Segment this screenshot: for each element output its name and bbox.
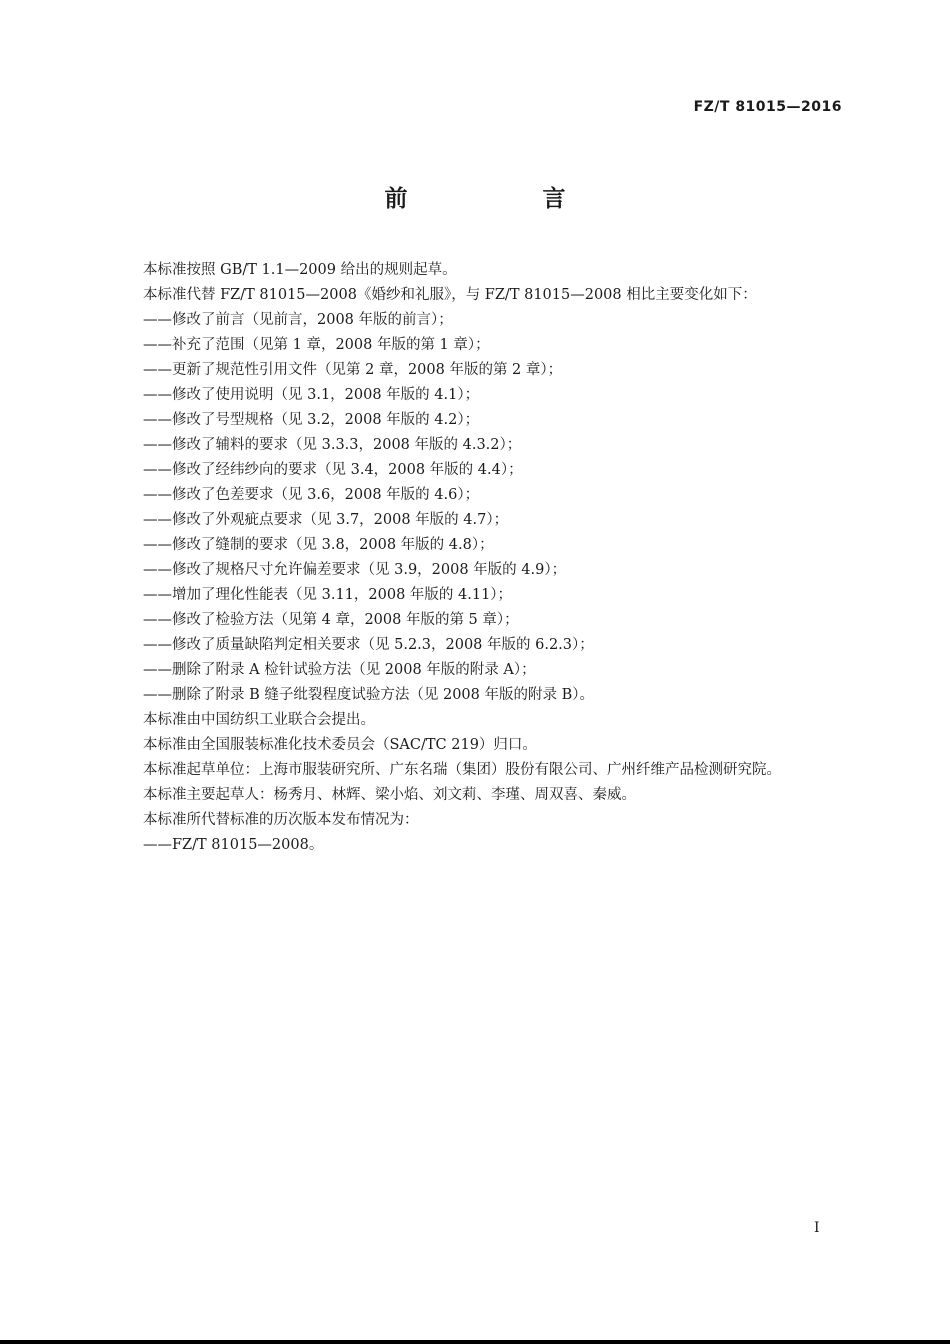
- change-list-item: ——修改了检验方法（见第 4 章，2008 年版的第 5 章）；: [143, 612, 519, 628]
- paragraph-line: 本标准代替 FZ/T 81015—2008《婚纱和礼服》，与 FZ/T 81015—2008 相比主要变化如下：: [143, 287, 757, 303]
- paragraph-line: 本标准所代替标准的历次版本发布情况为：: [143, 812, 419, 828]
- paragraph-line: 本标准按照 GB/T 1.1—2009 给出的规则起草。: [143, 262, 457, 278]
- standard-code: FZ/T 81015—2016: [693, 99, 842, 115]
- change-list-item: ——删除了附录 A 检针试验方法（见 2008 年版的附录 A）；: [143, 662, 536, 678]
- page-title: 前 言: [384, 186, 622, 212]
- change-list-item: ——修改了经纬纱向的要求（见 3.4，2008 年版的 4.4）；: [143, 462, 523, 478]
- change-list-item: ——增加了理化性能表（见 3.11，2008 年版的 4.11）；: [143, 587, 513, 603]
- change-list-item: ——修改了外观疵点要求（见 3.7，2008 年版的 4.7）；: [143, 512, 509, 528]
- change-list-item: ——FZ/T 81015—2008。: [143, 837, 324, 853]
- change-list-item: ——更新了规范性引用文件（见第 2 章，2008 年版的第 2 章）；: [143, 362, 563, 378]
- paragraph-line: 本标准由全国服装标准化技术委员会（SAC/TC 219）归口。: [143, 737, 537, 753]
- foreword-body: [143, 258, 863, 858]
- scan-border: [0, 1340, 950, 1344]
- change-list-item: ——删除了附录 B 缝子纰裂程度试验方法（见 2008 年版的附录 B）。: [143, 687, 595, 703]
- paragraph-line: 本标准起草单位：上海市服装研究所、广东名瑞（集团）股份有限公司、广州纤维产品检测研究院。: [143, 762, 781, 778]
- change-list-item: ——修改了缝制的要求（见 3.8，2008 年版的 4.8）；: [143, 537, 494, 553]
- change-list-item: ——修改了色差要求（见 3.6，2008 年版的 4.6）；: [143, 487, 480, 503]
- paragraph-line: 本标准由中国纺织工业联合会提出。: [143, 712, 375, 728]
- change-list-item: ——补充了范围（见第 1 章，2008 年版的第 1 章）；: [143, 337, 490, 353]
- change-list-item: ——修改了辅料的要求（见 3.3.3，2008 年版的 4.3.2）；: [143, 437, 522, 453]
- page-number: I: [814, 1220, 820, 1236]
- change-list-item: ——修改了规格尺寸允许偏差要求（见 3.9，2008 年版的 4.9）；: [143, 562, 567, 578]
- paragraph-line: 本标准主要起草人：杨秀月、林辉、梁小焰、刘文莉、李瑾、周双喜、秦威。: [143, 787, 636, 803]
- change-list-item: ——修改了前言（见前言，2008 年版的前言）；: [143, 312, 453, 328]
- change-list-item: ——修改了使用说明（见 3.1，2008 年版的 4.1）；: [143, 387, 480, 403]
- change-list-item: ——修改了质量缺陷判定相关要求（见 5.2.3，2008 年版的 6.2.3）；: [143, 637, 594, 653]
- change-list-item: ——修改了号型规格（见 3.2，2008 年版的 4.2）；: [143, 412, 480, 428]
